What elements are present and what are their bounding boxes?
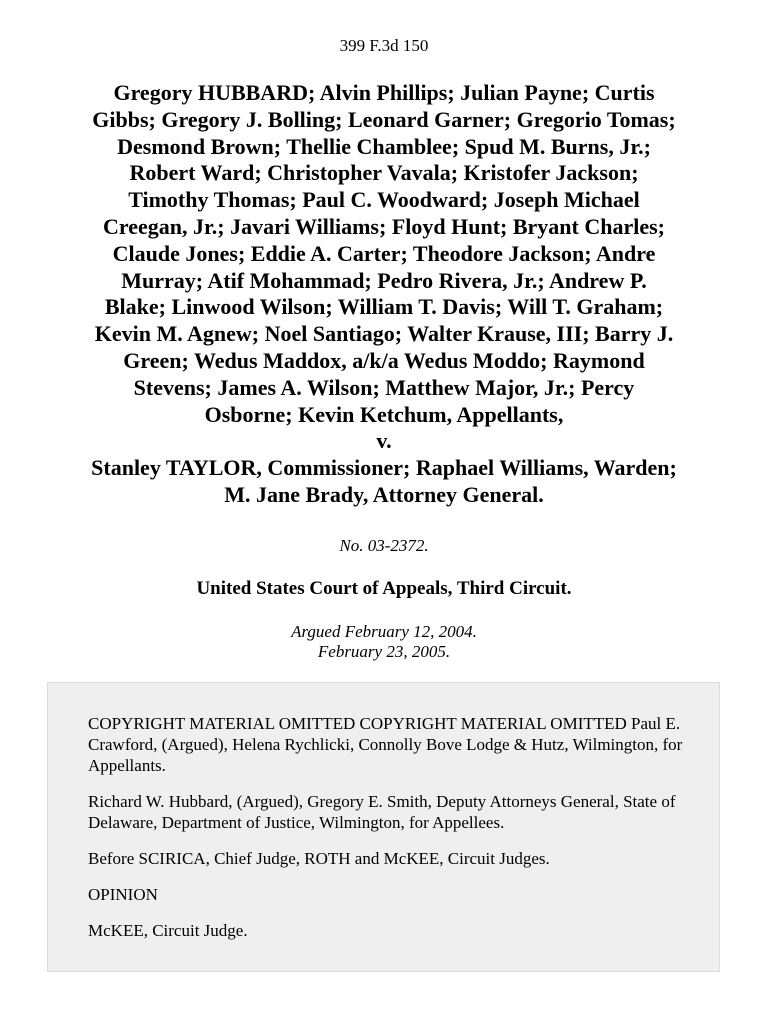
caption-line: Kevin M. Agnew; Noel Santiago; Walter Krause, III; Barry J.	[94, 321, 674, 347]
decided-date: February 23, 2005.	[317, 642, 451, 661]
argued-date: Argued February 12, 2004.	[291, 622, 477, 641]
case-dates	[0, 622, 768, 662]
caption-line: Murray; Atif Mohammad; Pedro Rivera, Jr.; Andrew P.	[121, 267, 647, 293]
case-citation: 399 F.3d 150	[339, 36, 429, 55]
caption-line: Creegan, Jr.; Javari Williams; Floyd Hunt; Bryant Charles;	[102, 213, 665, 239]
caption-line: Timothy Thomas; Paul C. Woodward; Joseph Michael	[128, 187, 640, 213]
appellees-counsel: Richard W. Hubbard, (Argued), Gregory E. Smith, Deputy Attorneys General, State of Delaware, Department of Justice, Wilmington, for Appellees.	[88, 792, 676, 832]
judges-panel: Before SCIRICA, Chief Judge, ROTH and McKEE, Circuit Judges.	[88, 849, 550, 868]
caption-line: Gibbs; Gregory J. Bolling; Leonard Garner; Gregorio Tomas;	[92, 106, 676, 132]
caption-line: Stevens; James A. Wilson; Matthew Major, Jr.; Percy	[133, 374, 635, 400]
caption-line: M. Jane Brady, Attorney General.	[224, 481, 544, 507]
docket-number: No. 03-2372.	[339, 536, 429, 555]
caption-line: Osborne; Kevin Ketchum, Appellants,	[204, 401, 564, 427]
caption-line: Claude Jones; Eddie A. Carter; Theodore Jackson; Andre	[112, 240, 656, 266]
opinion-author: McKEE, Circuit Judge.	[88, 921, 248, 940]
caption-line: Gregory HUBBARD; Alvin Phillips; Julian Payne; Curtis	[113, 80, 655, 105]
appellants-counsel: COPYRIGHT MATERIAL OMITTED COPYRIGHT MATERIAL OMITTED Paul E. Crawford, (Argued), Helena Rychlicki, Connolly Bove Lodge & Hutz, Wilmington, for Appellants.	[88, 714, 683, 775]
caption-versus: v.	[376, 428, 392, 454]
caption-line: Green; Wedus Maddox, a/k/a Wedus Moddo; Raymond	[123, 347, 645, 373]
caption-line: Blake; Linwood Wilson; William T. Davis; Will T. Graham;	[104, 294, 664, 320]
caption-line: Desmond Brown; Thellie Chamblee; Spud M. Burns, Jr.;	[117, 133, 651, 159]
opinion-label: OPINION	[88, 885, 158, 904]
court-name: United States Court of Appeals, Third Circuit.	[196, 578, 572, 599]
counsel-panel-content	[88, 713, 688, 956]
caption-line: Robert Ward; Christopher Vavala; Kristofer Jackson;	[129, 160, 639, 186]
caption-line: Stanley TAYLOR, Commissioner; Raphael Williams, Warden;	[91, 455, 677, 481]
counsel-panel	[47, 682, 720, 972]
case-caption	[44, 80, 724, 509]
